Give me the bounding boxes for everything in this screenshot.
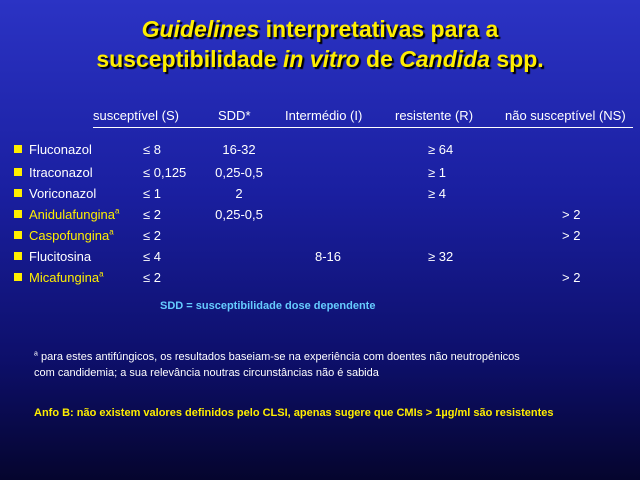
drug-name [29,228,114,243]
cell-ns: > 2 [562,228,581,243]
cell-s: ≤ 1 [143,186,161,201]
footnote-a-marker: a [34,350,38,358]
cell-ns: > 2 [562,270,581,285]
footnote-marker: a [109,227,114,237]
cell-sdd: 0,25-0,5 [215,207,263,222]
drug-name-text: Micafungina [29,270,100,285]
drug-name [29,249,91,264]
col-header-susceptible: susceptível (S) [93,108,179,123]
bullet-icon [14,273,22,281]
cell-sdd: 2 [235,186,243,201]
cell-sdd: 0,25-0,5 [215,165,263,180]
cell-s: ≤ 8 [143,142,161,157]
cell-s: ≤ 0,125 [143,165,187,180]
col-header-sdd: SDD* [218,108,251,123]
footnote-marker: a [115,206,120,216]
cell-r: ≥ 64 [428,142,454,157]
cell-r: ≥ 1 [428,165,446,180]
drug-name-text: Fluconazol [29,142,92,157]
table-row [0,226,640,246]
sdd-note: SDD = susceptibilidade dose dependente [160,300,376,312]
footnote-marker: a [99,269,104,279]
title-candida: Candida [399,46,490,72]
drug-name [29,270,104,285]
drug-name-text: Voriconazol [29,186,97,201]
title-text-3: de [359,46,400,72]
title-text-2: susceptibilidade [96,46,283,72]
table-row [0,205,640,225]
cell-s: ≤ 2 [143,270,161,285]
title-text-1: interpretativas para a [259,16,499,42]
table-row [0,163,640,183]
cell-s: ≤ 2 [143,207,161,222]
footnote-a-text: para estes antifúngicos, os resultados baseiam-se na experiência com doentes não neutropénicos com candidemia; a sua relevância noutras circunstâncias não é sabida [34,351,520,379]
drug-name [29,142,92,157]
cell-sdd: 16-32 [222,142,256,157]
drug-name-text: Caspofungina [29,228,110,243]
bullet-icon [14,252,22,260]
drug-name [29,186,96,201]
col-header-resistant: resistente (R) [395,108,474,123]
drug-name [29,165,93,180]
cell-i: 8-16 [315,249,342,264]
slide-title [0,14,640,74]
table-row [0,247,640,267]
cell-s: ≤ 4 [143,249,161,264]
table-row [0,140,640,160]
col-header-intermediate: Intermédio (I) [285,108,363,123]
drug-name-text: Itraconazol [29,165,93,180]
bullet-icon [14,231,22,239]
table-row [0,184,640,204]
footnote-a [34,349,534,381]
cell-s: ≤ 2 [143,228,161,243]
cell-r: ≥ 4 [428,186,446,201]
cell-r: ≥ 32 [428,249,454,264]
drug-name-text: Flucitosina [29,249,92,264]
cell-ns: > 2 [562,207,581,222]
header-rule [93,127,633,128]
drug-name [29,207,119,222]
bullet-icon [14,145,22,153]
drug-name-text: Anidulafungina [29,207,116,222]
bullet-icon [14,189,22,197]
title-guidelines: Guidelines [141,16,260,42]
table-row [0,268,640,288]
title-text-4: spp. [489,46,544,72]
title-line-2 [0,44,640,74]
title-line-1 [0,14,640,44]
title-in-vitro: in vitro [282,46,360,72]
footnote-amphotericin: Anfo B: não existem valores definidos pelo CLSI, apenas sugere que CMIs > 1µg/ml são resistentes [34,407,554,419]
col-header-non-susceptible: não susceptível (NS) [505,108,626,123]
bullet-icon [14,168,22,176]
bullet-icon [14,210,22,218]
